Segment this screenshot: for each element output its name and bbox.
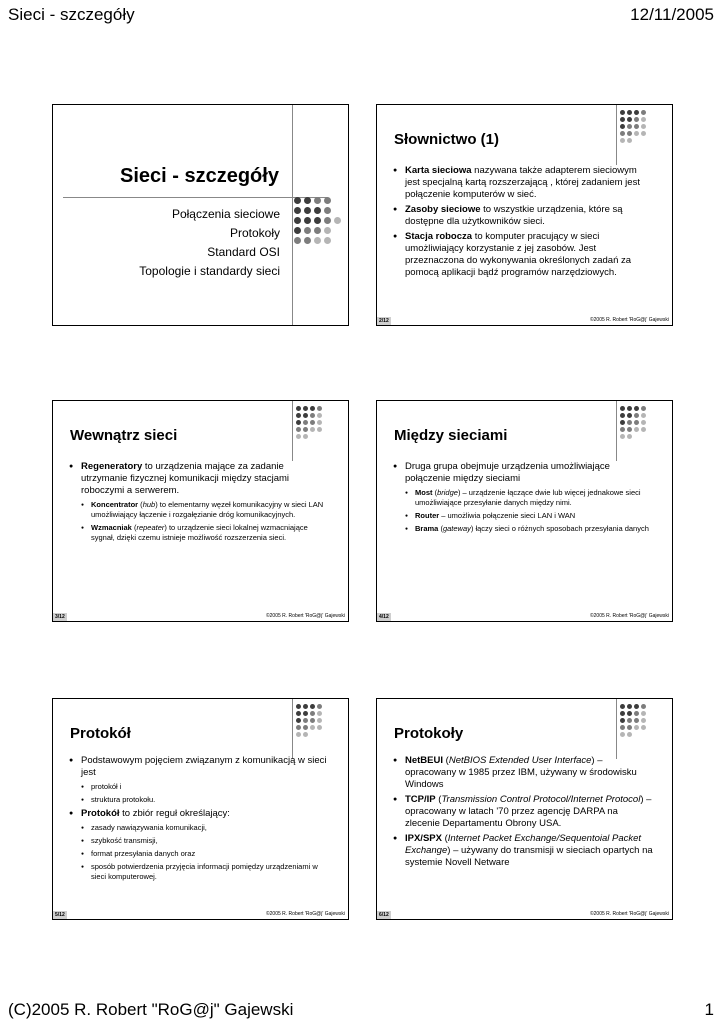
slide-copyright: ©2005 R. Robert 'RoG@j' Gajewski — [589, 911, 669, 917]
slide-copyright: ©2005 R. Robert 'RoG@j' Gajewski — [265, 613, 345, 619]
slide-title: Między sieciami — [394, 427, 508, 444]
slide-number: 3/12 — [55, 614, 65, 620]
sub-bullet-item: ● Wzmacniak (repeater) to urządzenie sieci lokalnej wzmacniające sygnał, dzięki czemu istnieje możliwość rozszerzenia sieci. — [69, 523, 329, 543]
decorative-dots-icon — [294, 197, 341, 244]
slide-number: 6/12 — [379, 912, 389, 918]
sub-bullet-item: ● szybkość transmisji, — [69, 836, 329, 846]
divider-horizontal — [63, 197, 328, 198]
sub-bullet-item: ● Brama (gateway) łączy sieci o różnych sposobach przesyłania danych — [393, 524, 653, 534]
sub-bullet-item: ● Most (bridge) – urządzenie łączące dwie lub więcej jednakowe sieci umożliwiające przesyłanie danych między nimi. — [393, 488, 653, 508]
sub-bullet-item: ● Router – umożliwia połączenie sieci LAN i WAN — [393, 511, 653, 521]
slide-content — [393, 755, 653, 872]
bullet-item: ● Regeneratory to urządzenia mające za zadanie utrzymanie fizycznej komunikacji między stacjami roboczymi a serwerem. — [69, 461, 329, 497]
slide-title: Wewnątrz sieci — [70, 427, 178, 444]
page-header-date: 12/11/2005 — [630, 5, 714, 24]
page-number: 1 — [704, 1000, 714, 1019]
decorative-dots-icon — [296, 704, 322, 737]
slide-number: 2/12 — [379, 318, 389, 324]
decorative-dots-icon — [620, 110, 646, 143]
subtitle-item: Standard OSI — [207, 245, 280, 259]
sub-bullet-item: ● protokół i — [69, 782, 329, 792]
slide-title: Protokoły — [394, 725, 464, 742]
subtitle-item: Protokoły — [229, 226, 280, 240]
divider-vertical — [292, 401, 293, 461]
bullet-item: ● Druga grupa obejmuje urządzenia umożliwiające połączenie między sieciami — [393, 461, 653, 485]
bullet-item: ● Protokół to zbiór reguł określający: — [69, 808, 329, 820]
slide-content — [69, 755, 329, 885]
slide-2 — [376, 104, 673, 326]
slide-number: 4/12 — [379, 614, 389, 620]
decorative-dots-icon — [620, 704, 646, 737]
subtitle-item: Połączenia sieciowe — [171, 207, 280, 221]
bullet-item: ● NetBEUI (NetBIOS Extended User Interface) – opracowany w 1985 przez IBM, używany w środowisku Windows — [393, 755, 653, 791]
sub-bullet-item: ● format przesyłania danych oraz — [69, 849, 329, 859]
bullet-item: ● Karta sieciowa nazywana także adapterem sieciowym jest specjalną kartą rozszerzającą , której zadaniem jest połączenie komputerów w sieć. — [393, 165, 653, 201]
decorative-dots-icon — [620, 406, 646, 439]
bullet-item: ● Zasoby sieciowe to wszystkie urządzenia, które są dostępne dla użytkowników sieci. — [393, 204, 653, 228]
slide-copyright: ©2005 R. Robert 'RoG@j' Gajewski — [589, 613, 669, 619]
page-header-title: Sieci - szczegóły — [8, 5, 135, 24]
slide-number: 5/12 — [55, 912, 65, 918]
slide-title: Protokół — [70, 725, 131, 742]
bullet-item: ● Podstawowym pojęciem związanym z komunikacją w sieci jest — [69, 755, 329, 779]
slide-title: Słownictwo (1) — [394, 131, 499, 148]
sub-bullet-item: ● Koncentrator (hub) to elementarny węzeł komunikacyjny w sieci LAN umożliwiający łączenie i rozgałęzianie dróg komunikacyjnych. — [69, 500, 329, 520]
slide-5 — [52, 698, 349, 920]
bullet-item: ● IPX/SPX (Internet Packet Exchange/Sequentoial Packet Exchange) – używany do transmisji w sieciach opartych na systemie Novell Netware — [393, 833, 653, 869]
decorative-dots-icon — [296, 406, 322, 439]
slide-title: Sieci - szczegóły — [120, 165, 279, 187]
slide-3 — [52, 400, 349, 622]
slide-copyright: ©2005 R. Robert 'RoG@j' Gajewski — [589, 317, 669, 323]
page-footer-author: (C)2005 R. Robert "RoG@j" Gajewski — [8, 1000, 294, 1019]
divider-vertical — [616, 401, 617, 461]
slide-content — [393, 165, 653, 282]
divider-vertical — [616, 105, 617, 165]
bullet-item: ● Stacja robocza to komputer pracujący w sieci umożliwiający korzystanie z jej zasobów. Jest przeznaczona do wykonywania określonych zadań za pomocą aplikacji bądź programów narzędziowych. — [393, 231, 653, 279]
sub-bullet-item: ● struktura protokołu. — [69, 795, 329, 805]
divider-vertical — [292, 105, 293, 325]
divider-vertical — [616, 699, 617, 759]
slide-content — [393, 461, 653, 537]
slide-6 — [376, 698, 673, 920]
divider-vertical — [292, 699, 293, 759]
slide-content — [69, 461, 329, 546]
slide-4 — [376, 400, 673, 622]
sub-bullet-item: ● sposób potwierdzenia przyjęcia informacji pomiędzy urządzeniami w sieci komputerowej. — [69, 862, 329, 882]
subtitle-item: Topologie i standardy sieci — [139, 264, 280, 278]
slide-1 — [52, 104, 349, 326]
bullet-item: ● TCP/IP (Transmission Control Protocol/Internet Protocol) – opracowany w latach '70 przez agencję DARPA na zlecenie Departamentu Obrony USA. — [393, 794, 653, 830]
slide-copyright: ©2005 R. Robert 'RoG@j' Gajewski — [265, 911, 345, 917]
sub-bullet-item: ● zasady nawiązywania komunikacji, — [69, 823, 329, 833]
